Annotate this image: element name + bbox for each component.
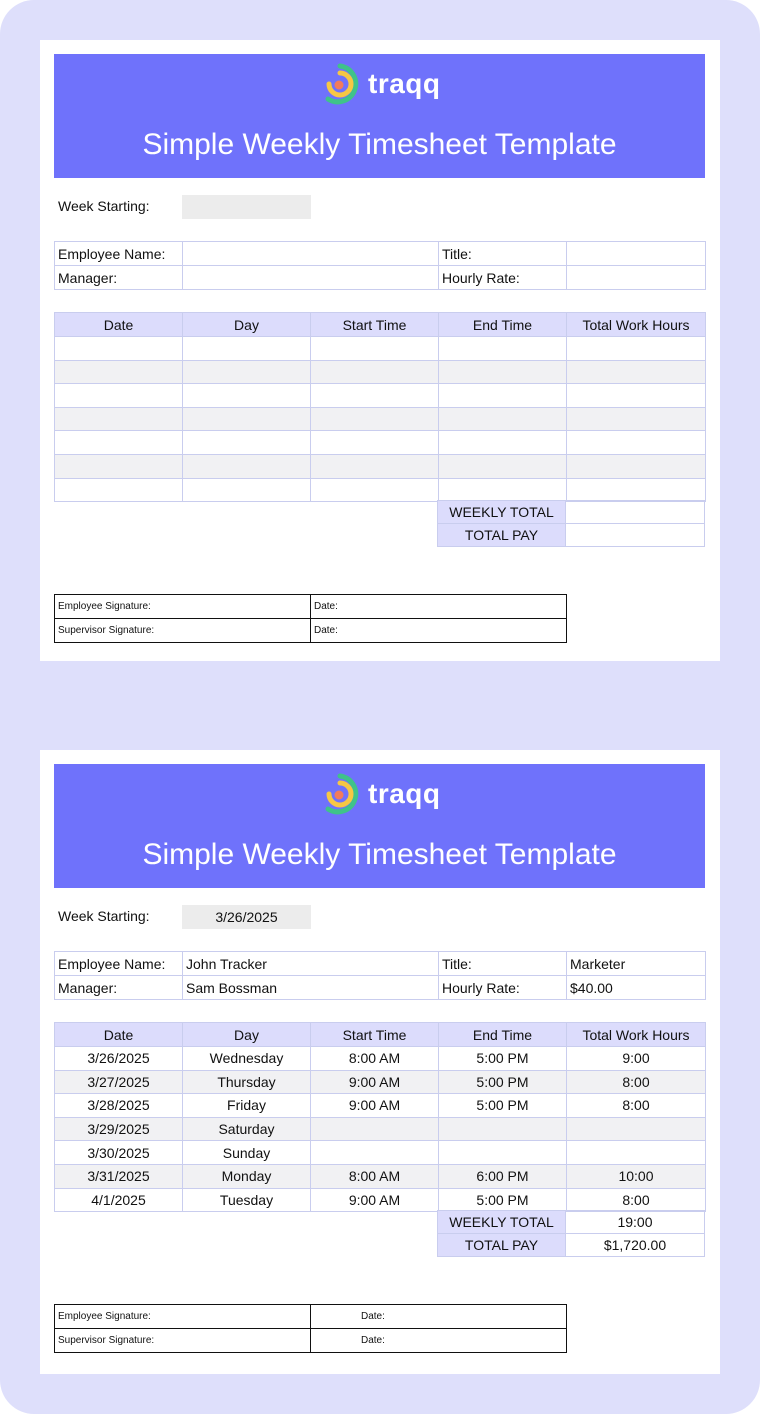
total-hours-cell[interactable] — [567, 337, 706, 361]
page-title: Simple Weekly Timesheet Template — [142, 128, 617, 161]
blank-timesheet — [40, 40, 720, 661]
date-cell[interactable]: 3/30/2025 — [55, 1141, 183, 1165]
employee-name-field[interactable] — [183, 242, 439, 266]
table-row — [55, 478, 706, 502]
manager-field[interactable]: Sam Bossman — [183, 976, 439, 1000]
start-time-cell[interactable]: 9:00 AM — [311, 1188, 439, 1212]
column-header-total-hours: Total Work Hours — [567, 313, 706, 337]
header-banner — [54, 764, 705, 888]
column-header-date: Date — [55, 1023, 183, 1047]
total-pay-label: TOTAL PAY — [438, 1234, 566, 1257]
employee-name-label: Employee Name: — [55, 242, 183, 266]
day-cell[interactable]: Wednesday — [183, 1047, 311, 1071]
weekly-total-field[interactable]: 19:00 — [566, 1211, 705, 1234]
day-cell[interactable]: Sunday — [183, 1141, 311, 1165]
employee-name-field[interactable]: John Tracker — [183, 952, 439, 976]
employee-signature-field[interactable]: Employee Signature: — [55, 595, 311, 619]
supervisor-signature-field[interactable]: Supervisor Signature: — [55, 1329, 311, 1353]
end-time-cell[interactable]: 5:00 PM — [439, 1070, 567, 1094]
hourly-rate-label: Hourly Rate: — [439, 266, 567, 290]
table-row — [55, 1141, 706, 1165]
total-hours-cell[interactable] — [567, 407, 706, 431]
table-row — [55, 454, 706, 478]
employee-name-label: Employee Name: — [55, 952, 183, 976]
total-hours-cell[interactable]: 8:00 — [567, 1188, 706, 1212]
end-time-cell[interactable]: 5:00 PM — [439, 1188, 567, 1212]
week-starting-field[interactable]: 3/26/2025 — [182, 905, 311, 929]
end-time-cell[interactable] — [439, 478, 567, 502]
total-hours-cell[interactable]: 9:00 — [567, 1047, 706, 1071]
employee-info-table — [54, 241, 706, 290]
hourly-rate-label: Hourly Rate: — [439, 976, 567, 1000]
day-cell[interactable]: Thursday — [183, 1070, 311, 1094]
end-time-cell[interactable] — [439, 431, 567, 455]
table-row — [55, 1094, 706, 1118]
end-time-cell[interactable]: 5:00 PM — [439, 1094, 567, 1118]
traqq-logo — [320, 772, 440, 818]
traqq-logo-icon — [320, 62, 360, 108]
column-header-day: Day — [183, 1023, 311, 1047]
total-hours-cell[interactable] — [567, 1117, 706, 1141]
total-pay-label: TOTAL PAY — [438, 524, 566, 547]
supervisor-signature-field[interactable]: Supervisor Signature: — [55, 619, 311, 643]
total-hours-cell[interactable] — [567, 384, 706, 408]
table-row — [55, 1188, 706, 1212]
table-row — [55, 360, 706, 384]
day-cell[interactable] — [183, 454, 311, 478]
employee-signature-date[interactable]: Date: — [311, 1305, 567, 1329]
start-time-cell[interactable]: 8:00 AM — [311, 1164, 439, 1188]
column-header-end-time: End Time — [439, 1023, 567, 1047]
traqq-logo-icon — [320, 772, 360, 818]
total-hours-cell[interactable]: 10:00 — [567, 1164, 706, 1188]
date-cell[interactable]: 3/27/2025 — [55, 1070, 183, 1094]
start-time-cell[interactable] — [311, 1117, 439, 1141]
day-cell[interactable] — [183, 478, 311, 502]
total-hours-cell[interactable]: 8:00 — [567, 1070, 706, 1094]
day-cell[interactable] — [183, 431, 311, 455]
start-time-cell[interactable]: 9:00 AM — [311, 1070, 439, 1094]
end-time-cell[interactable] — [439, 337, 567, 361]
table-row — [55, 431, 706, 455]
date-cell[interactable] — [55, 478, 183, 502]
date-cell[interactable]: 4/1/2025 — [55, 1188, 183, 1212]
supervisor-signature-date[interactable]: Date: — [311, 619, 567, 643]
totals-table — [437, 500, 705, 547]
employee-signature-field[interactable]: Employee Signature: — [55, 1305, 311, 1329]
start-time-cell[interactable] — [311, 360, 439, 384]
day-cell[interactable] — [183, 360, 311, 384]
total-hours-cell[interactable] — [567, 360, 706, 384]
total-hours-cell[interactable] — [567, 1141, 706, 1165]
date-cell[interactable] — [55, 337, 183, 361]
signature-table — [54, 594, 567, 643]
end-time-cell[interactable] — [439, 1141, 567, 1165]
hours-table — [54, 1022, 706, 1212]
week-starting-field[interactable] — [182, 195, 311, 219]
day-cell[interactable]: Friday — [183, 1094, 311, 1118]
start-time-cell[interactable] — [311, 1141, 439, 1165]
hours-table — [54, 312, 706, 502]
date-cell[interactable] — [55, 407, 183, 431]
manager-label: Manager: — [55, 976, 183, 1000]
date-cell[interactable]: 3/31/2025 — [55, 1164, 183, 1188]
table-row — [55, 407, 706, 431]
day-cell[interactable] — [183, 337, 311, 361]
title-field[interactable]: Marketer — [567, 952, 706, 976]
date-cell[interactable] — [55, 360, 183, 384]
day-cell[interactable] — [183, 407, 311, 431]
total-hours-cell[interactable] — [567, 431, 706, 455]
supervisor-signature-date[interactable]: Date: — [311, 1329, 567, 1353]
weekly-total-field[interactable] — [566, 501, 705, 524]
date-cell[interactable] — [55, 454, 183, 478]
week-starting-label: Week Starting: — [58, 198, 150, 214]
week-starting-label: Week Starting: — [58, 908, 150, 924]
column-header-total-hours: Total Work Hours — [567, 1023, 706, 1047]
weekly-total-label: WEEKLY TOTAL — [438, 1211, 566, 1234]
employee-info-table — [54, 951, 706, 1000]
table-row — [55, 1047, 706, 1071]
start-time-cell[interactable] — [311, 454, 439, 478]
filled-timesheet — [40, 750, 720, 1374]
totals-table — [437, 1210, 705, 1257]
column-header-start-time: Start Time — [311, 1023, 439, 1047]
total-pay-field[interactable]: $1,720.00 — [566, 1234, 705, 1257]
date-cell[interactable] — [55, 431, 183, 455]
column-header-start-time: Start Time — [311, 313, 439, 337]
day-cell[interactable]: Saturday — [183, 1117, 311, 1141]
date-cell[interactable]: 3/29/2025 — [55, 1117, 183, 1141]
signature-table — [54, 1304, 567, 1353]
column-header-day: Day — [183, 313, 311, 337]
hourly-rate-field[interactable] — [567, 266, 706, 290]
total-hours-cell[interactable] — [567, 478, 706, 502]
manager-field[interactable] — [183, 266, 439, 290]
date-cell[interactable]: 3/28/2025 — [55, 1094, 183, 1118]
table-row — [55, 337, 706, 361]
title-label: Title: — [439, 242, 567, 266]
start-time-cell[interactable] — [311, 384, 439, 408]
total-hours-cell[interactable] — [567, 454, 706, 478]
hourly-rate-field[interactable]: $40.00 — [567, 976, 706, 1000]
end-time-cell[interactable] — [439, 1117, 567, 1141]
title-label: Title: — [439, 952, 567, 976]
start-time-cell[interactable]: 8:00 AM — [311, 1047, 439, 1071]
column-header-end-time: End Time — [439, 313, 567, 337]
table-row — [55, 1070, 706, 1094]
end-time-cell[interactable] — [439, 360, 567, 384]
manager-label: Manager: — [55, 266, 183, 290]
start-time-cell[interactable]: 9:00 AM — [311, 1094, 439, 1118]
start-time-cell[interactable] — [311, 431, 439, 455]
start-time-cell[interactable] — [311, 478, 439, 502]
logo-wordmark: traqq — [368, 778, 441, 809]
traqq-logo — [320, 62, 440, 108]
table-row — [55, 1164, 706, 1188]
employee-signature-date[interactable]: Date: — [311, 595, 567, 619]
end-time-cell[interactable] — [439, 384, 567, 408]
day-cell[interactable]: Tuesday — [183, 1188, 311, 1212]
total-pay-field[interactable] — [566, 524, 705, 547]
end-time-cell[interactable] — [439, 407, 567, 431]
start-time-cell[interactable] — [311, 407, 439, 431]
end-time-cell[interactable] — [439, 454, 567, 478]
date-cell[interactable] — [55, 384, 183, 408]
end-time-cell[interactable]: 5:00 PM — [439, 1047, 567, 1071]
logo-wordmark: traqq — [368, 68, 441, 99]
day-cell[interactable]: Monday — [183, 1164, 311, 1188]
day-cell[interactable] — [183, 384, 311, 408]
column-header-date: Date — [55, 313, 183, 337]
end-time-cell[interactable]: 6:00 PM — [439, 1164, 567, 1188]
title-field[interactable] — [567, 242, 706, 266]
header-banner — [54, 54, 705, 178]
date-cell[interactable]: 3/26/2025 — [55, 1047, 183, 1071]
start-time-cell[interactable] — [311, 337, 439, 361]
weekly-total-label: WEEKLY TOTAL — [438, 501, 566, 524]
table-row — [55, 384, 706, 408]
total-hours-cell[interactable]: 8:00 — [567, 1094, 706, 1118]
table-row — [55, 1117, 706, 1141]
page-title: Simple Weekly Timesheet Template — [142, 838, 617, 871]
